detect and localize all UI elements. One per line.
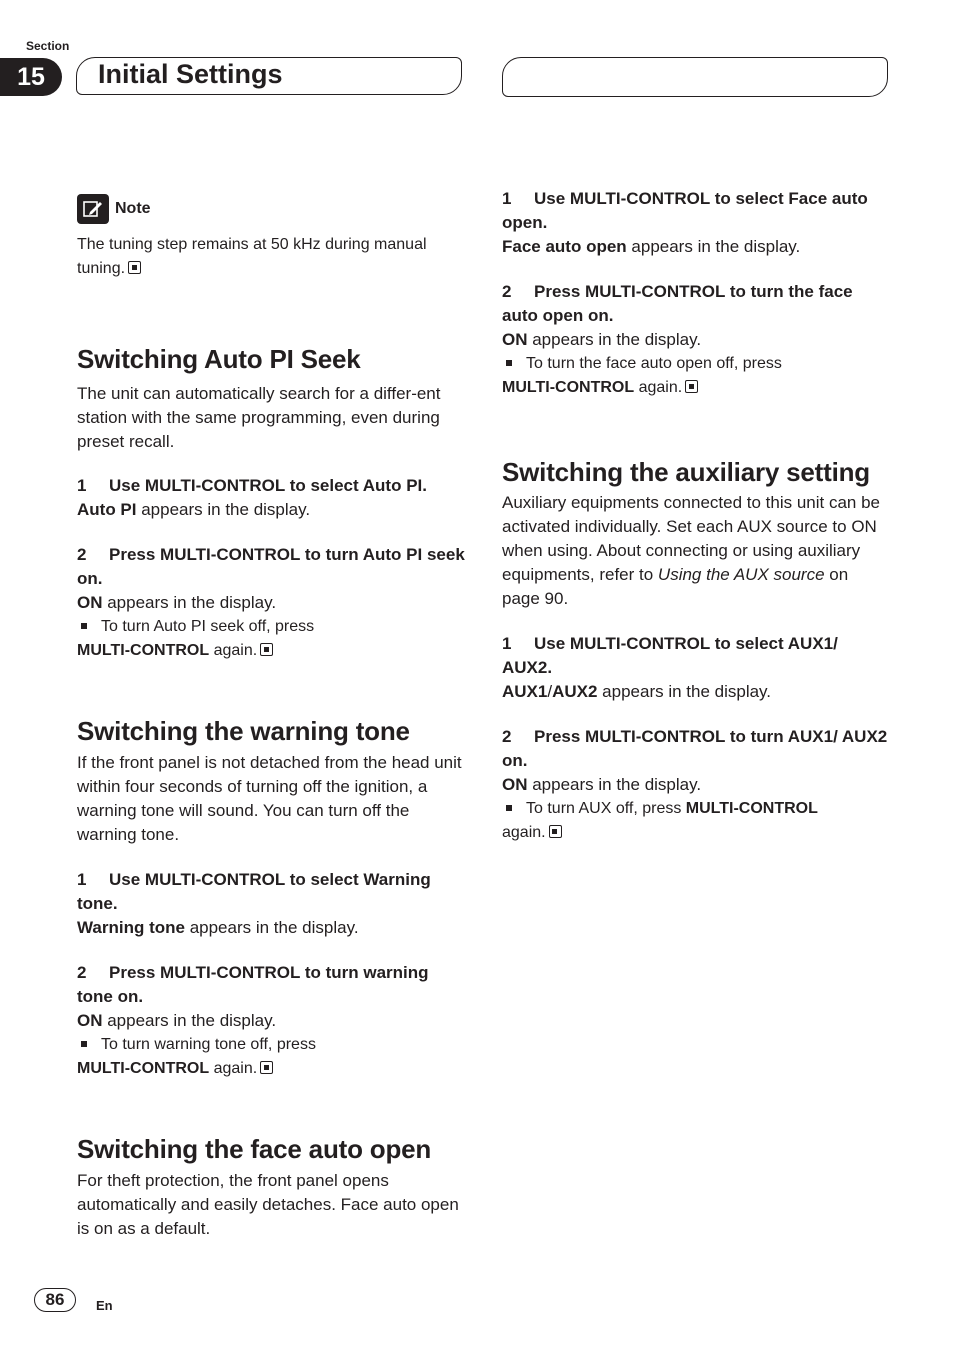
header-empty-frame xyxy=(502,57,888,97)
aux-source-reference: Using the AUX source xyxy=(657,565,825,584)
language-code: En xyxy=(96,1298,113,1313)
face-auto-open-intro: For theft protection, the front panel opens automatically and easily detaches. Face auto open is on as a default. xyxy=(77,1171,459,1238)
page-number: 86 xyxy=(34,1288,76,1312)
auto-pi-bullet: To turn Auto PI seek off, press xyxy=(77,615,465,639)
face-auto-open-step-2: 2 Press MULTI-CONTROL to turn the face auto open on. xyxy=(502,282,853,325)
warning-tone-step-2: 2 Press MULTI-CONTROL to turn warning tone on. xyxy=(77,963,429,1006)
auto-pi-step-2: 2 Press MULTI-CONTROL to turn Auto PI seek on. xyxy=(77,545,465,588)
note-label: Note xyxy=(115,200,151,217)
pencil-note-icon xyxy=(77,194,109,224)
face-auto-open-bullet: To turn the face auto open off, press xyxy=(502,352,890,376)
bullet-icon xyxy=(506,805,512,811)
bullet-icon xyxy=(506,360,512,366)
warning-tone-step-1: 1 Use MULTI-CONTROL to select Warning tone. xyxy=(77,870,431,913)
right-column xyxy=(502,187,890,845)
end-mark-icon xyxy=(260,643,273,656)
auxiliary-step-2-result: ON appears in the display. xyxy=(502,775,702,794)
end-mark-icon xyxy=(260,1061,273,1074)
note-heading xyxy=(77,194,465,224)
face-auto-open-step-1: 1 Use MULTI-CONTROL to select Face auto open. xyxy=(502,189,868,232)
note-text: The tuning step remains at 50 kHz during manual tuning. xyxy=(77,236,427,277)
auxiliary-step-2: 2 Press MULTI-CONTROL to turn AUX1/ AUX2 on. xyxy=(502,727,888,770)
face-auto-open-step-1-result: Face auto open appears in the display. xyxy=(502,237,801,256)
section-label: Section xyxy=(26,39,70,53)
auto-pi-bullet-cont: MULTI-CONTROL again. xyxy=(77,639,465,663)
auto-pi-step-1: 1 Use MULTI-CONTROL to select Auto PI. xyxy=(77,476,427,495)
bullet-icon xyxy=(81,623,87,629)
end-mark-icon xyxy=(549,825,562,838)
auto-pi-step-2-result: ON appears in the display. xyxy=(77,593,277,612)
auxiliary-bullet-cont: again. xyxy=(502,821,890,845)
warning-tone-step-2-result: ON appears in the display. xyxy=(77,1011,277,1030)
auxiliary-heading: Switching the auxiliary setting xyxy=(502,457,870,487)
warning-tone-heading: Switching the warning tone xyxy=(77,716,410,746)
warning-tone-bullet-cont: MULTI-CONTROL again. xyxy=(77,1057,465,1081)
warning-tone-step-1-result: Warning tone appears in the display. xyxy=(77,918,359,937)
auxiliary-bullet: To turn AUX off, press MULTI-CONTROL xyxy=(502,797,890,821)
bullet-icon xyxy=(81,1041,87,1047)
auxiliary-intro: Auxiliary equipments connected to this unit can be activated individually. Set each AUX source to ON when using. About connecting or using auxiliary equipments, refer to Using the AUX source on page 90. xyxy=(502,493,881,608)
face-auto-open-step-2-result: ON appears in the display. xyxy=(502,330,702,349)
auto-pi-intro: The unit can automatically search for a differ-ent station with the same programming, even during preset recall. xyxy=(77,384,441,451)
end-mark-icon xyxy=(128,261,141,274)
left-column xyxy=(77,194,465,1241)
section-title: Initial Settings xyxy=(98,59,283,89)
face-auto-open-heading: Switching the face auto open xyxy=(77,1134,432,1164)
warning-tone-intro: If the front panel is not detached from the head unit within four seconds of turning off the ignition, a warning tone will sound. You can turn off the warning tone. xyxy=(77,753,462,844)
auxiliary-step-1-result: AUX1/AUX2 appears in the display. xyxy=(502,682,772,701)
face-auto-open-bullet-cont: MULTI-CONTROL again. xyxy=(502,376,890,400)
auxiliary-step-1: 1 Use MULTI-CONTROL to select AUX1/ AUX2. xyxy=(502,634,838,677)
warning-tone-bullet: To turn warning tone off, press xyxy=(77,1033,465,1057)
auto-pi-heading: Switching Auto PI Seek xyxy=(77,344,361,374)
end-mark-icon xyxy=(685,380,698,393)
auto-pi-step-1-result: Auto PI appears in the display. xyxy=(77,500,311,519)
section-number: 15 xyxy=(0,58,62,96)
